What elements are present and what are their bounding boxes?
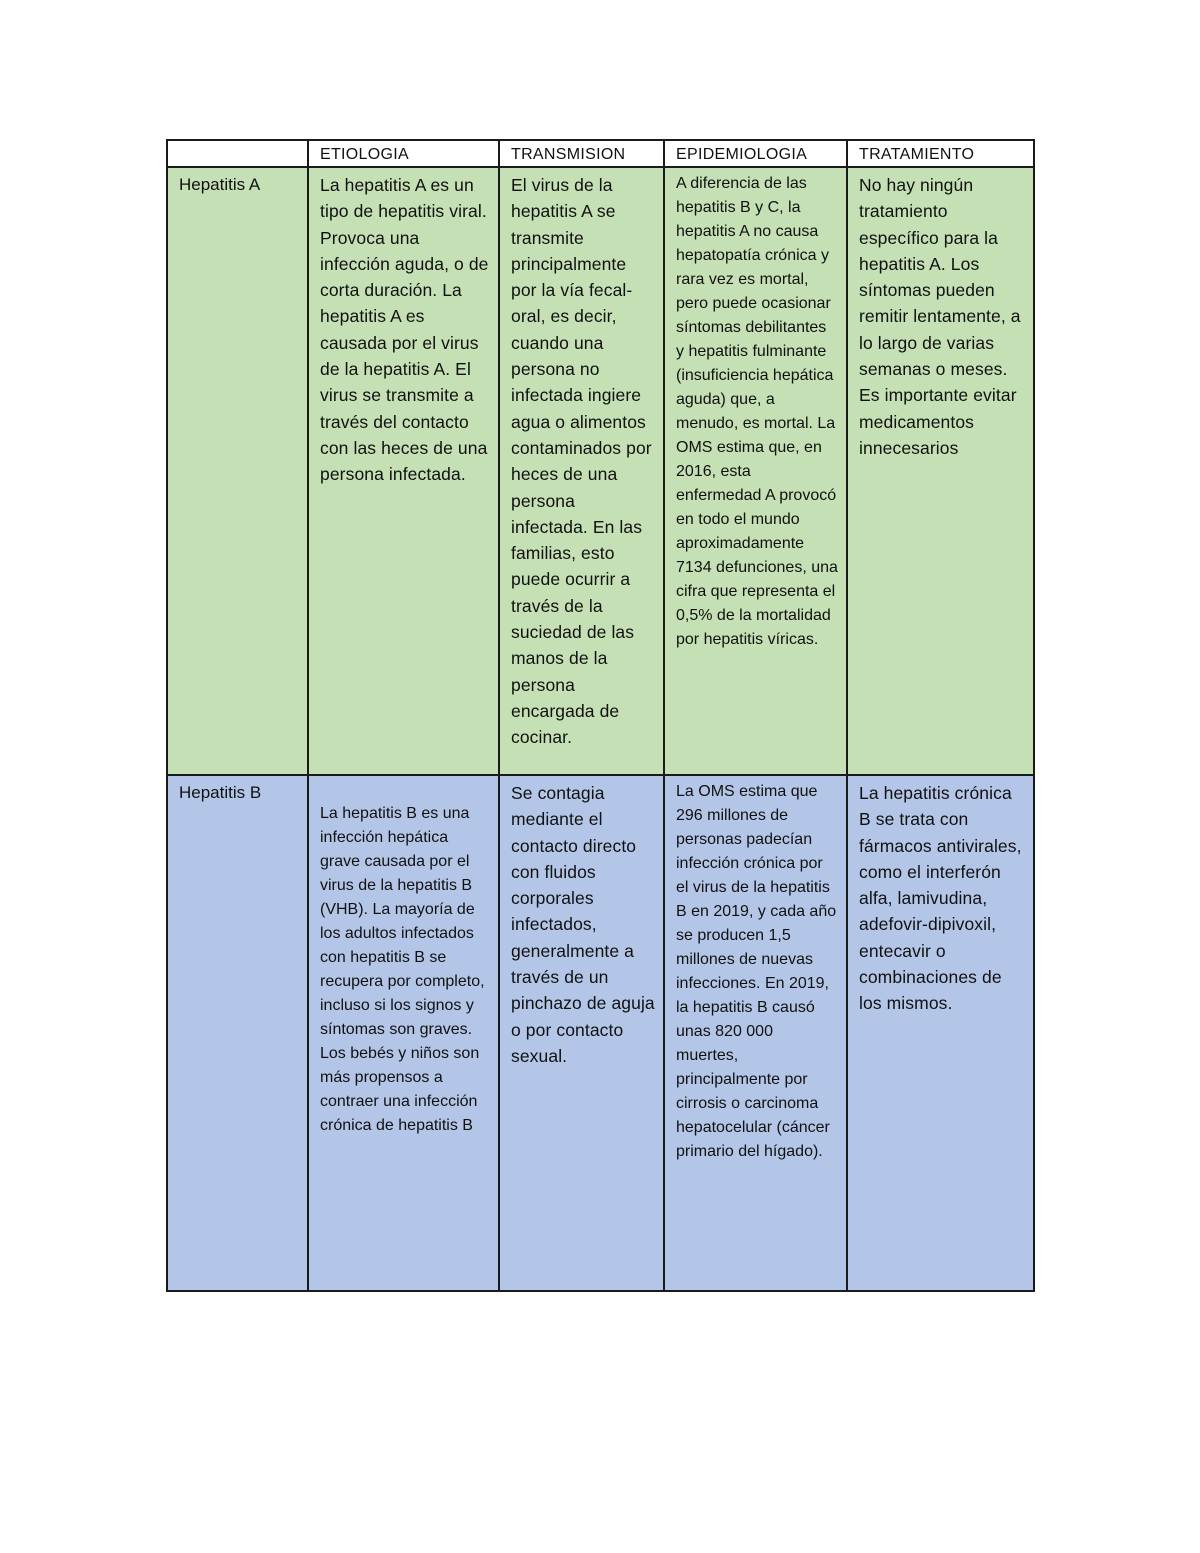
cell-hepatitis-a-epidemiologia: A diferencia de las hepatitis B y C, la hepatitis A no causa hepatopatía crónica y rara vez es mortal, pero puede ocasionar síntomas debilitantes y hepatitis fulminante (insuficiencia hepática aguda) que, a menudo, es mortal. La OMS estima que, en 2016, esta enfermedad A provocó en todo el mundo aproximadamente 7134 defunciones, una cifra que representa el 0,5% de la mortalidad por hepatitis víricas. (664, 167, 847, 775)
header-transmision: TRANSMISION (499, 140, 664, 167)
cell-hepatitis-b-tratamiento: La hepatitis crónica B se trata con fármacos antivirales, como el interferón alfa, lamivudina, adefovir-dipivoxil, entecavir o combinaciones de los mismos. (847, 775, 1034, 1291)
header-epidemiologia: EPIDEMIOLOGIA (664, 140, 847, 167)
cell-hepatitis-b-etiologia: La hepatitis B es una infección hepática grave causada por el virus de la hepatitis B (VHB). La mayoría de los adultos infectados con hepatitis B se recupera por completo, incluso si los signos y síntomas son graves. Los bebés y niños son más propensos a contraer una infección crónica de hepatitis B (308, 775, 499, 1291)
header-empty-cell (167, 140, 308, 167)
hepatitis-comparison-table (166, 139, 1035, 1292)
table-row-hepatitis-a (167, 167, 1034, 775)
cell-hepatitis-a-transmision: El virus de la hepatitis A se transmite principalmente por la vía fecal-oral, es decir, cuando una persona no infectada ingiere agua o alimentos contaminados por heces de una persona infectada. En las familias, esto puede ocurrir a través de la suciedad de las manos de la persona encargada de cocinar. (499, 167, 664, 775)
cell-hepatitis-a-tratamiento: No hay ningún tratamiento específico para la hepatitis A. Los síntomas pueden remitir lentamente, a lo largo de varias semanas o meses. Es importante evitar medicamentos innecesarios (847, 167, 1034, 775)
table-header-row (167, 140, 1034, 167)
row-label-hepatitis-b: Hepatitis B (167, 775, 308, 1291)
cell-hepatitis-b-epidemiologia: La OMS estima que 296 millones de personas padecían infección crónica por el virus de la hepatitis B en 2019, y cada año se producen 1,5 millones de nuevas infecciones. En 2019, la hepatitis B causó unas 820 000 muertes, principalmente por cirrosis o carcinoma hepatocelular (cáncer primario del hígado). (664, 775, 847, 1291)
table-row-hepatitis-b (167, 775, 1034, 1291)
cell-hepatitis-a-etiologia: La hepatitis A es un tipo de hepatitis viral. Provoca una infección aguda, o de corta duración. La hepatitis A es causada por el virus de la hepatitis A. El virus se transmite a través del contacto con las heces de una persona infectada. (308, 167, 499, 775)
header-tratamiento: TRATAMIENTO (847, 140, 1034, 167)
header-etiologia: ETIOLOGIA (308, 140, 499, 167)
cell-hepatitis-b-transmision: Se contagia mediante el contacto directo con fluidos corporales infectados, generalmente a través de un pinchazo de aguja o por contacto sexual. (499, 775, 664, 1291)
row-label-hepatitis-a: Hepatitis A (167, 167, 308, 775)
